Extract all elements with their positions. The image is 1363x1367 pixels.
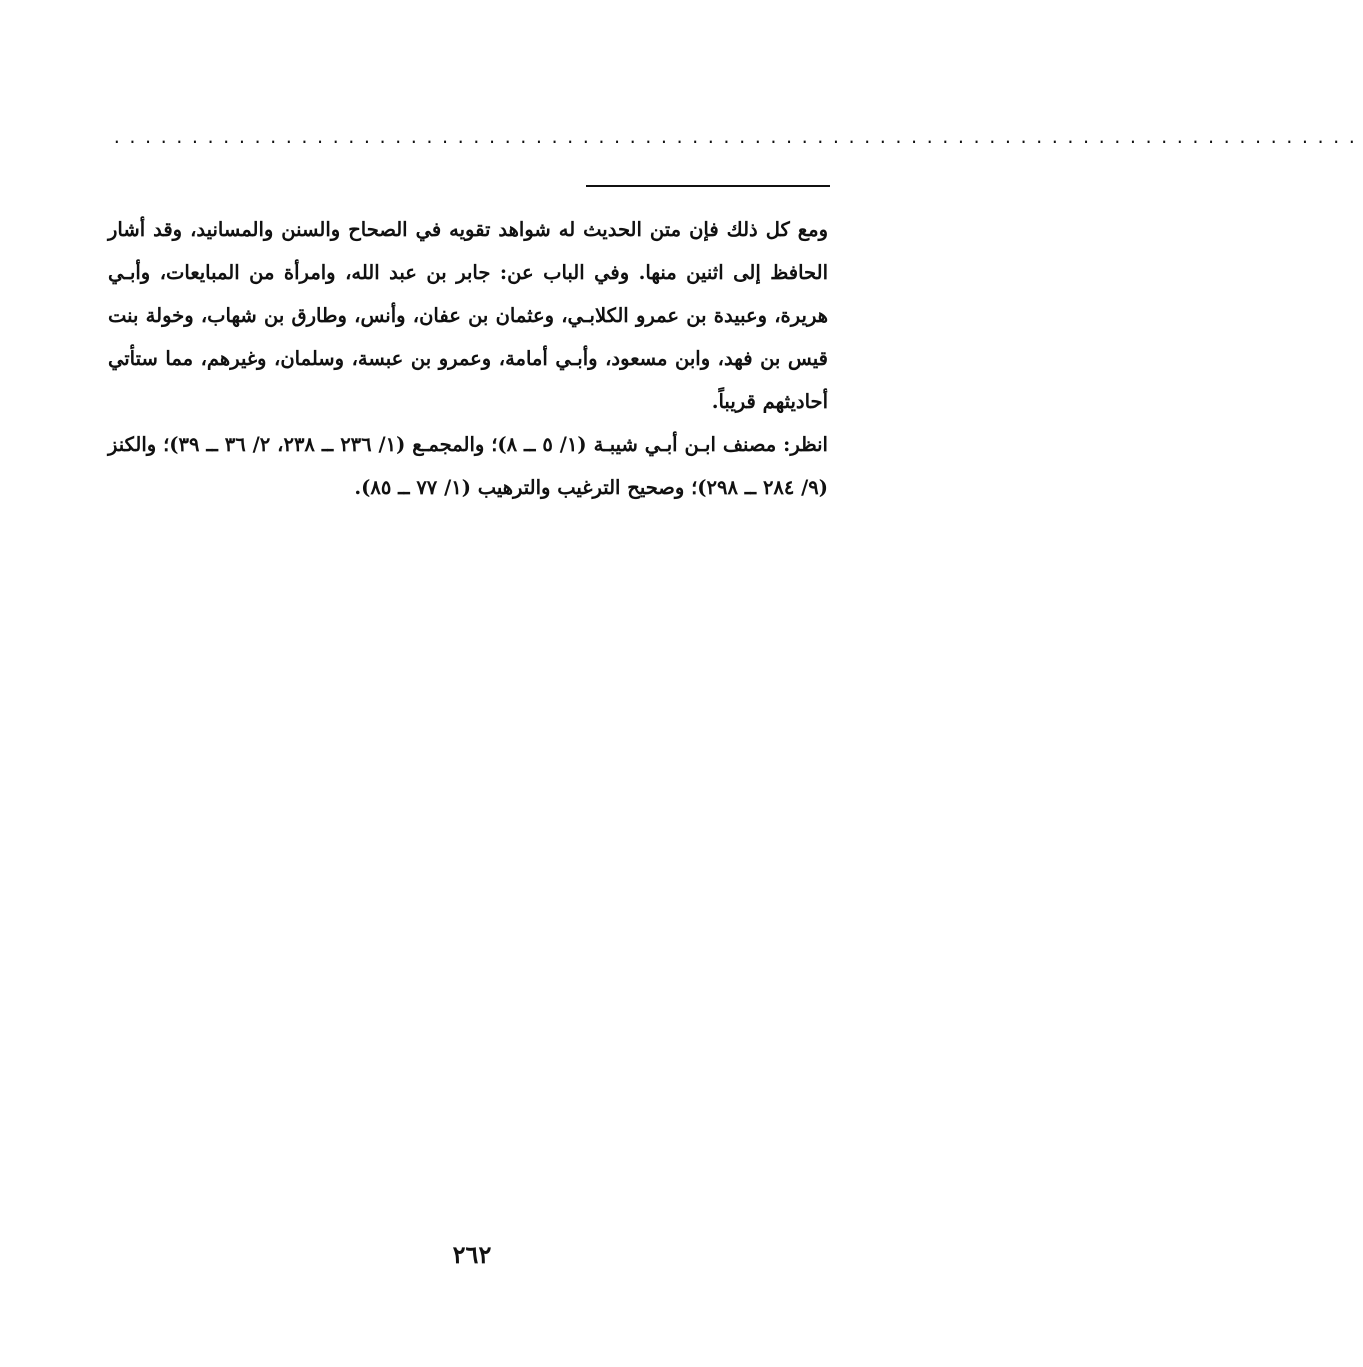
footnote-block bbox=[108, 208, 828, 509]
footnote-reference: انظر: مصنف ابـن أبـي شيبـة (١/ ٥ ــ ٨)؛ والمجمـع (١/ ٢٣٦ ــ ٢٣٨، ٢/ ٣٦ ــ ٣٩)؛ والكنز (٩/ ٢٨٤ ــ ٢٩٨)؛ وصحيح الترغيب والترهيب (١/ ٧٧ ــ ٨٥). bbox=[108, 433, 828, 499]
footnote-rule bbox=[586, 185, 830, 187]
page-number: ٢٦٢ bbox=[452, 1240, 492, 1269]
footnote-paragraph: ومع كل ذلك فإن متن الحديث له شواهد تقويه في الصحاح والسنن والمسانيد، وقد أشار الحافظ إلى اثنين منها. وفي الباب عن: جابر بن عبد الله، وامرأة من المبايعات، وأبـي هريرة، وعبيدة بن عمرو الكلابـي، وعثمان بن عفان، وأنس، وطارق بن شهاب، وخولة بنت قيس بن فهد، وابن مسعود، وأبـي أمامة، وعمرو بن عبسة، وسلمان، وغيرهم، مما ستأتي أحاديثهم قريباً. bbox=[108, 218, 828, 413]
dotted-separator: ................................................................................ bbox=[112, 128, 1363, 147]
